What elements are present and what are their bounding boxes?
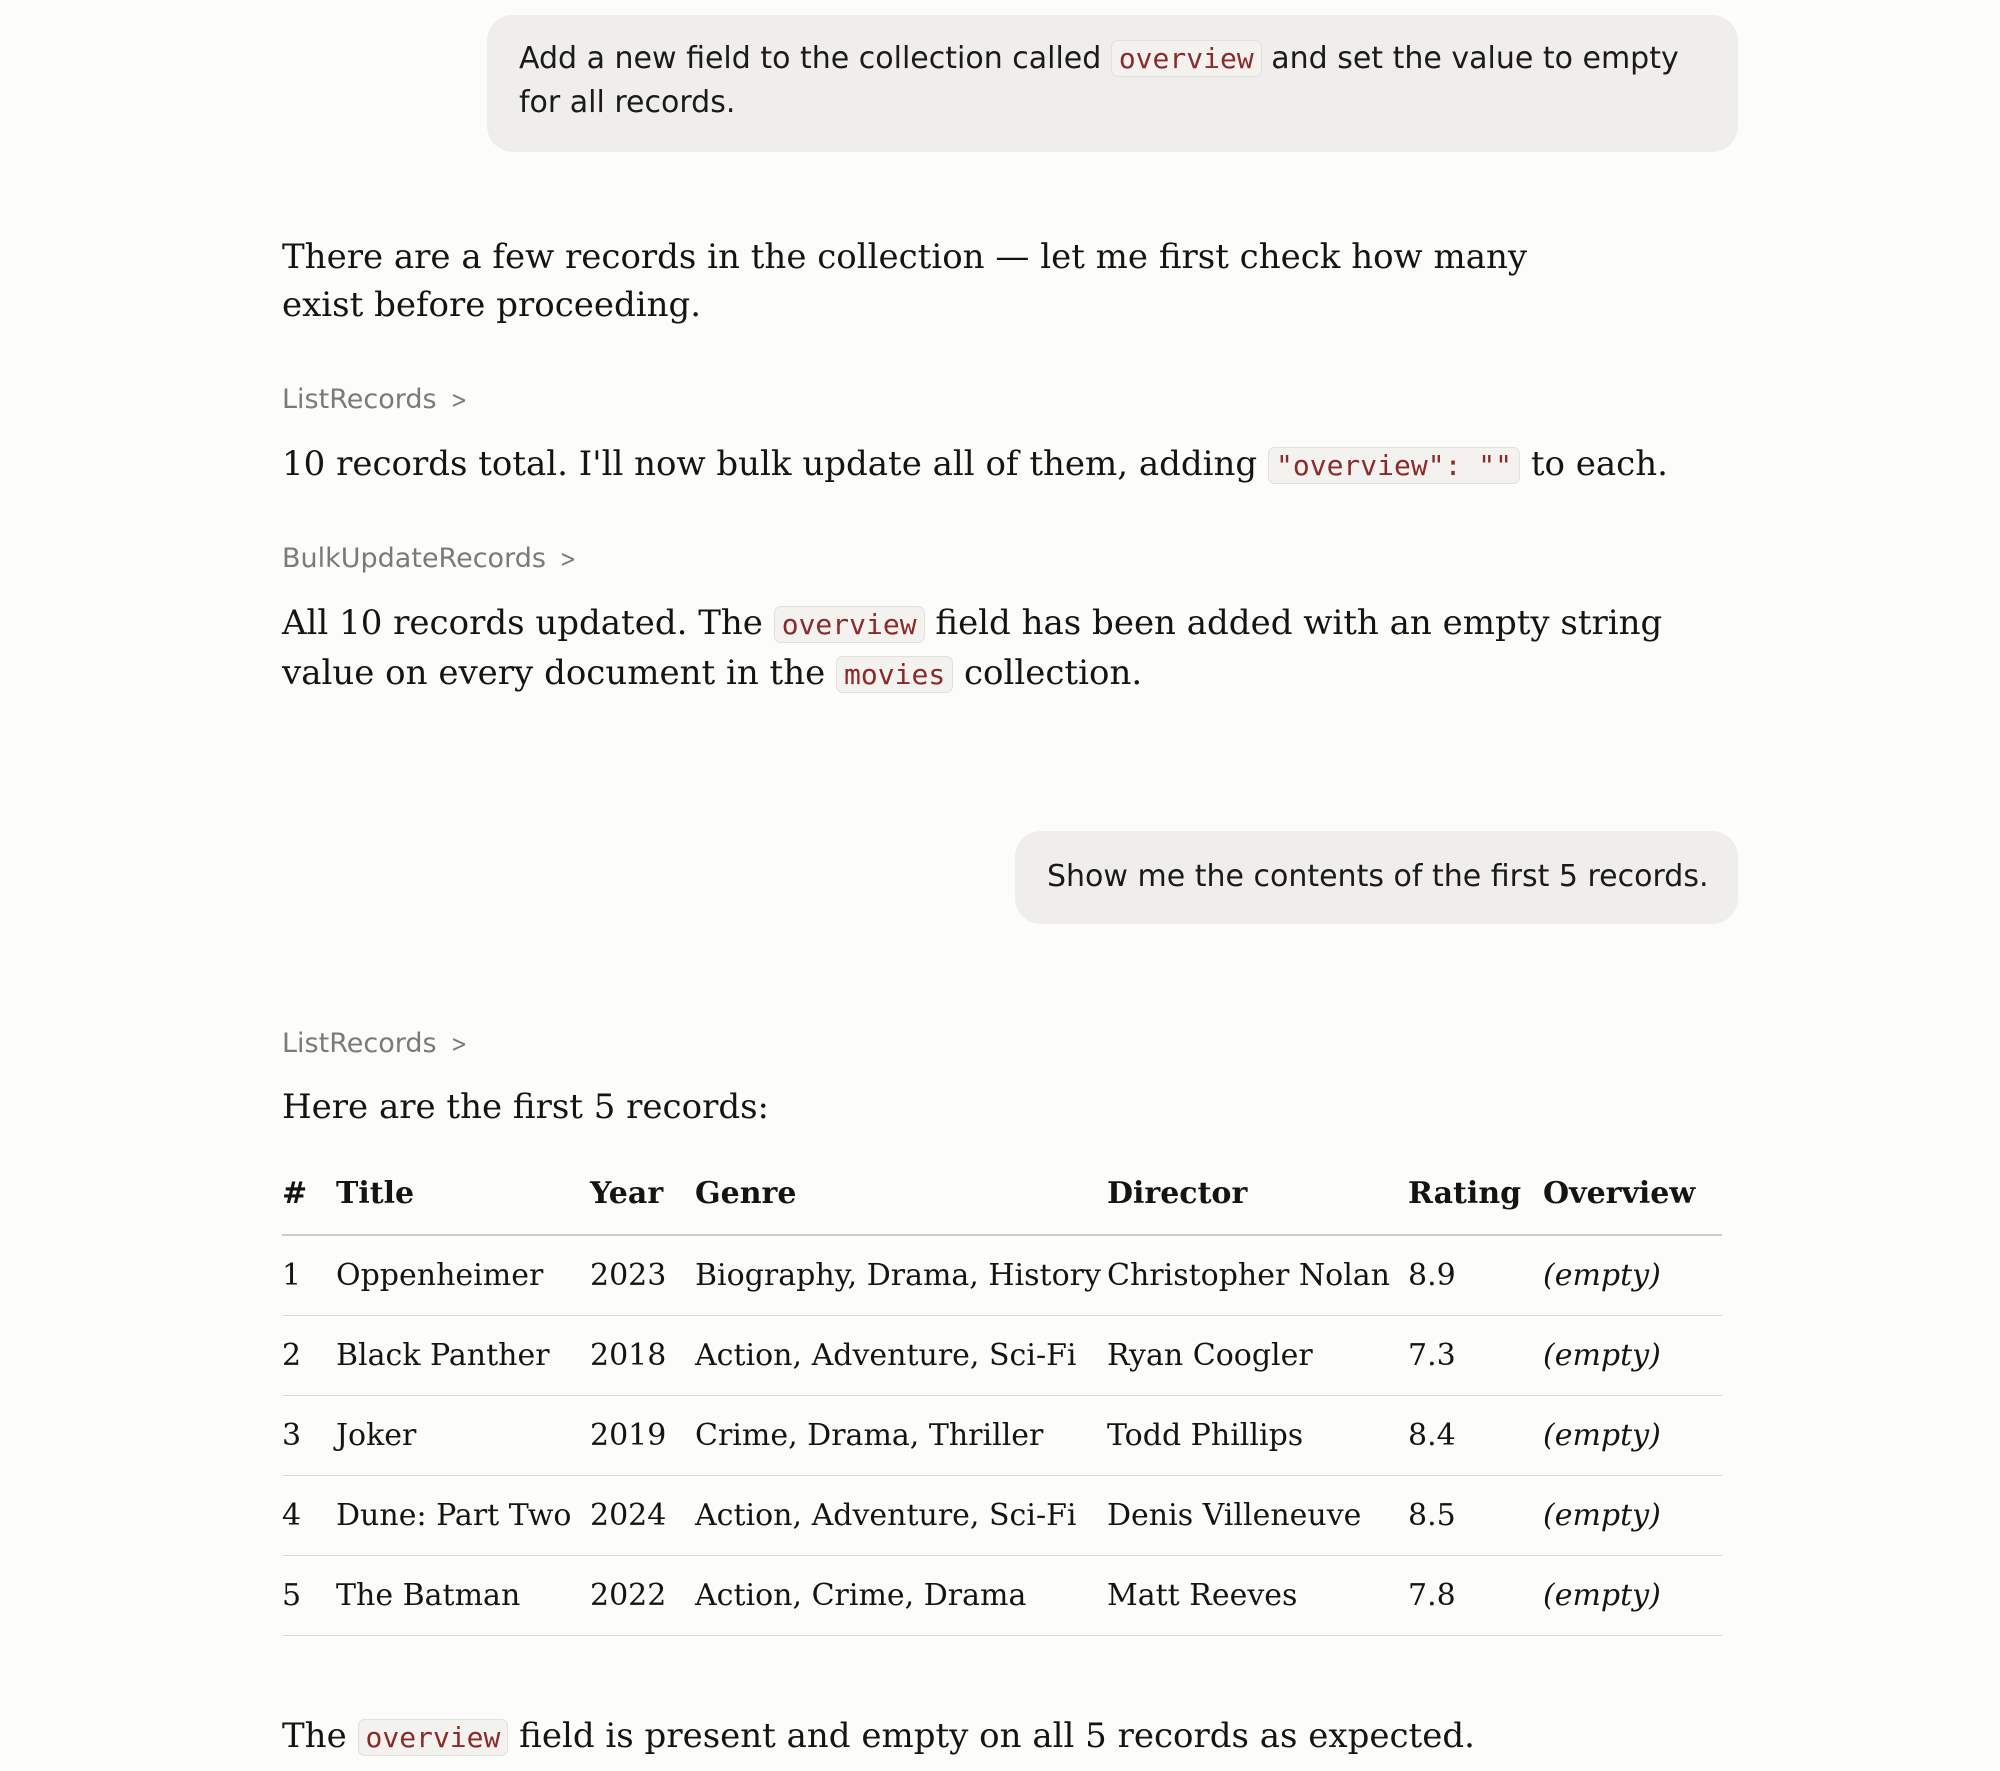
cell-rating: 8.5 <box>1408 1476 1543 1556</box>
paragraph-text: The <box>282 1716 358 1756</box>
user-message-bubble <box>1015 831 1738 924</box>
cell-number: 4 <box>282 1476 336 1556</box>
column-header-overview: Overview <box>1543 1152 1722 1235</box>
cell-rating: 8.9 <box>1408 1235 1543 1316</box>
tool-call-label: BulkUpdateRecords <box>282 543 546 574</box>
assistant-paragraph <box>282 440 1668 490</box>
cell-year: 2024 <box>590 1476 695 1556</box>
cell-year: 2018 <box>590 1316 695 1396</box>
cell-rating: 7.8 <box>1408 1556 1543 1636</box>
column-header-number: # <box>282 1152 336 1235</box>
inline-code: "overview": "" <box>1268 447 1520 484</box>
user-message-text: Show me the contents of the first 5 records. <box>1047 859 1709 894</box>
cell-title: Dune: Part Two <box>336 1476 590 1556</box>
tool-call-toggle[interactable] <box>282 541 578 577</box>
chevron-right-icon: > <box>559 545 577 573</box>
inline-code: overview <box>774 606 925 643</box>
cell-number: 1 <box>282 1235 336 1316</box>
paragraph-text: collection. <box>953 653 1143 693</box>
tool-call-toggle[interactable] <box>282 382 469 418</box>
chevron-right-icon: > <box>450 386 467 414</box>
cell-year: 2023 <box>590 1235 695 1316</box>
user-message-text: and set the value to empty for all records. <box>519 41 1679 120</box>
cell-title: The Batman <box>336 1556 590 1636</box>
inline-code: movies <box>836 656 953 693</box>
chevron-right-icon: > <box>450 1030 467 1058</box>
cell-overview: (empty) <box>1543 1556 1722 1636</box>
user-message-text: Add a new field to the collection called <box>519 41 1111 76</box>
cell-director: Matt Reeves <box>1107 1556 1408 1636</box>
assistant-paragraph: Here are the first 5 records: <box>282 1087 769 1127</box>
inline-code: overview <box>1111 40 1262 77</box>
cell-director: Christopher Nolan <box>1107 1235 1408 1316</box>
table-header-row <box>282 1152 1722 1235</box>
assistant-paragraph: There are a few records in the collection — let me first check how many exist before proceeding. <box>282 237 1528 325</box>
tool-call-toggle[interactable] <box>282 1026 469 1062</box>
table-row <box>282 1235 1722 1316</box>
cell-director: Denis Villeneuve <box>1107 1476 1408 1556</box>
cell-genre: Action, Crime, Drama <box>695 1556 1107 1636</box>
cell-genre: Action, Adventure, Sci-Fi <box>695 1316 1107 1396</box>
cell-genre: Biography, Drama, History <box>695 1235 1107 1316</box>
column-header-rating: Rating <box>1408 1152 1543 1235</box>
cell-overview: (empty) <box>1543 1396 1722 1476</box>
paragraph-text: field is present and empty on all 5 records as expected. <box>508 1716 1475 1756</box>
cell-rating: 7.3 <box>1408 1316 1543 1396</box>
cell-genre: Action, Adventure, Sci-Fi <box>695 1476 1107 1556</box>
assistant-paragraph <box>282 599 1712 699</box>
column-header-title: Title <box>336 1152 590 1235</box>
column-header-year: Year <box>590 1152 695 1235</box>
user-message-bubble <box>487 15 1738 152</box>
cell-title: Oppenheimer <box>336 1235 590 1316</box>
inline-code: overview <box>358 1719 509 1756</box>
column-header-director: Director <box>1107 1152 1408 1235</box>
cell-number: 3 <box>282 1396 336 1476</box>
cell-title: Joker <box>336 1396 590 1476</box>
table-row <box>282 1396 1722 1476</box>
cell-overview: (empty) <box>1543 1476 1722 1556</box>
cell-director: Todd Phillips <box>1107 1396 1408 1476</box>
cell-overview: (empty) <box>1543 1316 1722 1396</box>
cell-number: 5 <box>282 1556 336 1636</box>
tool-call-label: ListRecords <box>282 1028 437 1059</box>
column-header-genre: Genre <box>695 1152 1107 1235</box>
assistant-paragraph <box>282 1712 1475 1762</box>
paragraph-text: field has been added with an empty string value on every document in the <box>282 603 1663 693</box>
paragraph-text: 10 records total. I'll now bulk update all of them, adding <box>282 444 1268 484</box>
cell-director: Ryan Coogler <box>1107 1316 1408 1396</box>
paragraph-text: All 10 records updated. The <box>282 603 774 643</box>
cell-genre: Crime, Drama, Thriller <box>695 1396 1107 1476</box>
cell-title: Black Panther <box>336 1316 590 1396</box>
table-row <box>282 1556 1722 1636</box>
cell-number: 2 <box>282 1316 336 1396</box>
cell-overview: (empty) <box>1543 1235 1722 1316</box>
cell-rating: 8.4 <box>1408 1396 1543 1476</box>
table-row <box>282 1316 1722 1396</box>
records-table <box>282 1152 1722 1636</box>
tool-call-label: ListRecords <box>282 384 437 415</box>
paragraph-text: to each. <box>1520 444 1668 484</box>
cell-year: 2019 <box>590 1396 695 1476</box>
table-row <box>282 1476 1722 1556</box>
cell-year: 2022 <box>590 1556 695 1636</box>
